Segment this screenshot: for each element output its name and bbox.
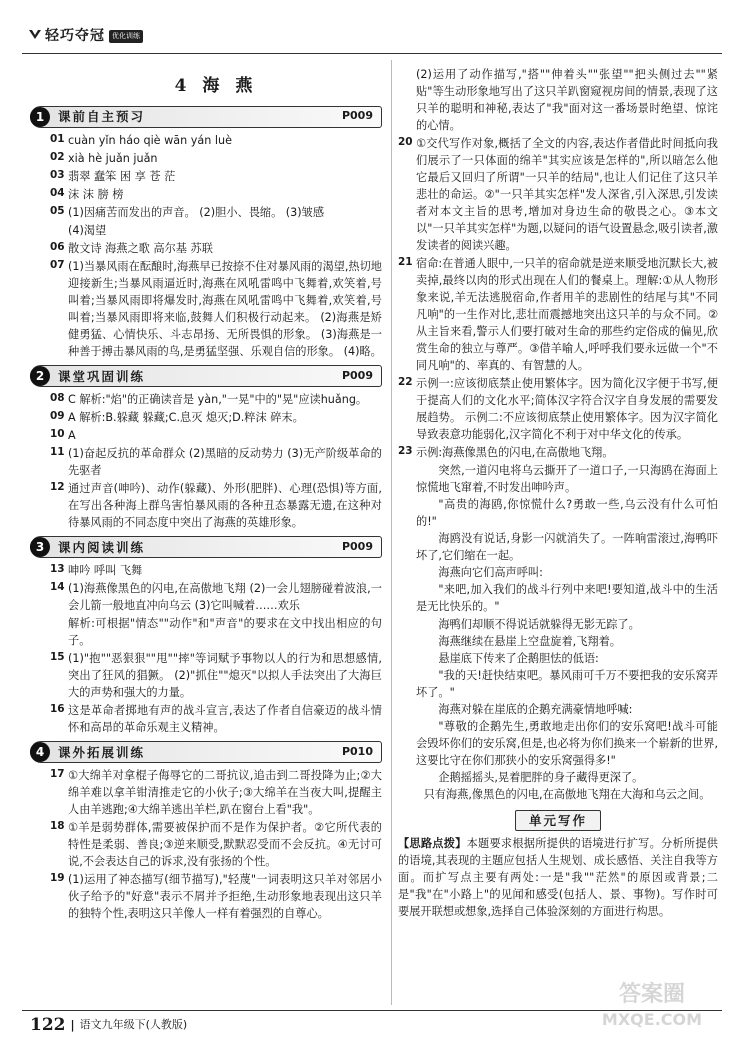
answer-item (398, 444, 718, 461)
answer-list-s4 (50, 767, 382, 922)
answer-number: 16 (50, 703, 65, 716)
answer-number: 23 (398, 445, 413, 458)
answer-text: 示例一:应该彻底禁止使用繁体字。因为简化汉字便于书写,便于提高人们的文化水平;简体汉字符合汉字自身发展的需要发展趋势。 示例二:不应该彻底禁止使用繁体字。因为汉字简化导致表意功能弱化,汉字简化不利于对中华文化的传承。 (416, 377, 718, 442)
answer-number: 10 (50, 428, 65, 441)
answer-list-s1 (50, 132, 382, 360)
answer-item (398, 375, 718, 443)
footer-separator: | (70, 1018, 75, 1032)
answer-text: ①羊是弱势群体,需要被保护而不是作为保护者。②它所代表的特性是柔弱、善良;③逆来顺受,默默忍受而不会反抗。④无讨可说,不会表达自己的诉求,没有张扬的个性。 (68, 821, 382, 869)
answer-item (50, 580, 382, 614)
answer-text: A 解析:B.躲藏 躲藏;C.息灭 熄灭;D.粹沫 碎末。 (68, 411, 304, 425)
section-page-ref: P010 (341, 744, 373, 758)
story-paragraph: 企鹅摇摇头,晃着肥胖的身子藏得更深了。 (438, 770, 644, 784)
section-header-extension (30, 741, 382, 763)
column-divider (391, 60, 392, 1005)
section-number: 4 (30, 742, 50, 762)
answer-item (50, 427, 382, 444)
answer-item (50, 132, 382, 149)
section-number: 2 (30, 366, 50, 386)
answer-text: 示例:海燕像黑色的闪电,在高傲地飞翔。 (416, 446, 614, 460)
brand-name: 轻巧夺冠 (45, 28, 105, 44)
answer-list-right (398, 66, 718, 461)
answer-item (50, 240, 382, 257)
answer-number: 03 (50, 168, 65, 181)
answer-text: C 解析:"焰"的正确读音是 yàn,"一晃"中的"晃"应读huǎng。 (68, 393, 368, 407)
section-number: 1 (30, 107, 50, 127)
writing-section-title: 单元写作 (515, 810, 601, 831)
brand-badge: 优化训练 (109, 30, 143, 43)
section-number: 3 (30, 537, 50, 557)
story-paragraph: "我的天!赶快结束吧。暴风雨可千万不要把我的安乐窝弄坏了。" (416, 668, 718, 699)
answer-number: 21 (398, 256, 413, 269)
answer-number: 09 (50, 410, 65, 423)
answer-number: 07 (50, 258, 65, 271)
answer-text: (1)运用了神态描写(细节描写),"轻蔑"一词表明这只羊对邻居小伙子给予的"好意"表示不屑并予拒绝,生动形象地表现出这只羊的独特个性,表明这只羊像人一样有着强烈的自尊心。 (68, 873, 382, 921)
answer-item (50, 650, 382, 701)
answer-item (50, 615, 382, 649)
story-paragraph: "来吧,加入我们的战斗行列中来吧!要知道,战斗中的生活是无比快乐的。" (416, 583, 718, 614)
answer-text: (1)"抱""恶狠狠""甩""摔"等词赋予事物以人的行为和思想感情,突出了狂风的猖獗。 (2)"抓住""熄灭"以拟人手法突出了大海巨大的声势和强大的力量。 (68, 652, 382, 700)
answer-text: (1)奋起反抗的革命群众 (2)黑暗的反动势力 (3)无产阶级革命的先驱者 (68, 447, 382, 478)
answer-text: ①交代写作对象,概括了全文的内容,表达作者借此时间抵向我们展示了一只体面的绵羊"其实应该是怎样的",所以暗怎么他它最后又回归了所谓"一只羊的结局",也让人们记住了这只羊悲壮的命运。②"一只羊其实怎样"发人深省,引入深思,引发读者对本文主旨的思考,增加对身边生命的敬畏之心。③本文以"一只羊其实怎样"为题,以疑问的语气设置悬念,吸引读者,激发读者的阅读兴趣。 (416, 137, 718, 253)
answer-item (50, 702, 382, 736)
answer-number: 20 (398, 136, 413, 149)
answer-item (398, 66, 718, 134)
answer-number: 08 (50, 392, 65, 405)
writing-guidance (398, 835, 718, 920)
answer-item (50, 819, 382, 870)
section-title: 课前自主预习 (58, 109, 146, 125)
book-title: 语文九年级下(人教版) (79, 1018, 188, 1032)
answer-number: 22 (398, 376, 413, 389)
answer-item (50, 871, 382, 922)
section-page-ref: P009 (341, 109, 373, 123)
writing-text: 本题要求根据所提供的语境进行扩写。分析所提供的语境,其表现的主题应包括人生规划、成长感悟、关注自我等方面。而扩写点主要有两处:一是"我""茫然"的原因或背景;二是"我"在"小路上"的见闻和感受(包括人、景、事物)。写作时可要展开联想或想象,选择自己体验深刻的方面进行构思。 (398, 836, 718, 918)
answer-text: 这是革命者掷地有声的战斗宣言,表达了作者自信豪迈的战斗情怀和高昂的革命乐观主义精神。 (68, 704, 382, 735)
answer-number: 15 (50, 651, 65, 664)
answer-text: ①大绵羊对拿棍子侮辱它的二哥抗议,追击到二哥投降为止;②大绵羊难以拿羊钳清推走它的小伙子;③大绵羊在当夜大叫,提醒主人由羊逃跑;④大绵羊逃出羊栏,趴在窗台上看"我"。 (68, 769, 382, 817)
answer-list-s3 (50, 562, 382, 736)
answer-list-s2 (50, 391, 382, 531)
answer-number: 13 (50, 563, 65, 576)
section-header-consolidate (30, 365, 382, 387)
right-column (398, 65, 718, 920)
answer-text: (4)渴望 (68, 223, 107, 237)
answer-item (50, 204, 382, 221)
section-page-ref: P009 (341, 368, 373, 382)
section-title: 课外拓展训练 (58, 744, 146, 760)
answer-text: (1)当暴风雨在酝酿时,海燕早已按捺不住对暴风雨的渴望,热切地迎接新生;当暴风雨逼近时,海燕在风吼雷鸣中飞舞着,欢笑着,号叫着;当暴风雨即将爆发时,海燕在风吼雷鸣中飞舞着,欢笑着,号叫着;当暴风雨即将来临,鼓舞人们积极行动起来。 (2)海燕是矫健勇猛、心情快乐、斗志昂扬、无所畏惧的形象。 (3)海燕是一种善于搏击暴风雨的鸟,是勇猛坚强、乐观自信的形象。 (4)略。 (68, 259, 382, 359)
answer-number (398, 66, 416, 134)
answer-text: (1)海燕像黑色的闪电,在高傲地飞翔 (2)一会儿翅膀碰着波浪,一会儿箭一般地直冲向乌云 (3)它叫喊着……欢乐 (68, 582, 382, 613)
section-header-reading (30, 536, 382, 558)
svg-text:MXQE.COM: MXQE.COM (601, 1010, 703, 1029)
answer-number: 11 (50, 446, 65, 459)
answer-text: 散文诗 海燕之歌 高尔基 苏联 (68, 241, 213, 255)
section-title: 课内阅读训练 (58, 539, 146, 555)
answer-text: 沫 沫 膀 榜 (68, 187, 124, 201)
answer-item (50, 409, 382, 426)
answer-item (50, 258, 382, 360)
answer-item (50, 562, 382, 579)
answer-item (50, 480, 382, 531)
story-paragraph: 海鸥没有说话,身影一闪就消失了。一阵响雷滚过,海鸭吓坏了,它们缩在一起。 (416, 532, 718, 563)
story-paragraph: "高贵的海鸥,你惊慌什么?勇敢一些,乌云没有什么可怕的!" (416, 498, 718, 529)
story-paragraph: 海燕向它们高声呼叫: (438, 566, 543, 580)
answer-item (50, 767, 382, 818)
story-paragraph: 海燕继续在悬崖上空盘旋着,飞翔着。 (438, 634, 621, 648)
writing-tag: 【思路点拨】 (398, 836, 467, 850)
svg-text:答案圈: 答案圈 (618, 982, 686, 1007)
story-paragraph: 悬崖底下传来了企鹅胆怯的低语: (438, 651, 599, 665)
story-paragraph: 海燕对躲在崖底的企鹅充满豪情地呼喊: (438, 702, 633, 716)
left-column (35, 72, 382, 923)
section-header-preview (30, 106, 382, 128)
answer-item (50, 168, 382, 185)
answer-number: 06 (50, 240, 65, 253)
answer-text: (2)运用了动作描写,"搭""伸着头""张望""把头侧过去""紧贴"等生动形象地写出了这只羊趴窗窥视房间的情景,表现了这只羊的聪明和神秘,表达了"我"面对这一番场景时绝望、惊诧的心情。 (416, 68, 718, 133)
answer-item (50, 186, 382, 203)
story-paragraph: 突然,一道闪电将乌云撕开了一道口子,一只海鸥在海面上惊慌地飞窜着,不时发出呻吟声。 (416, 464, 718, 495)
story-last-line: 只有海燕,像黑色的闪电,在高傲地飞翔在大海和乌云之间。 (423, 787, 711, 801)
answer-text: A (68, 429, 76, 443)
answer-number: 19 (50, 872, 65, 885)
brand (28, 26, 143, 47)
page-header (22, 20, 722, 54)
answer-text: xià hè juǎn juǎn (68, 151, 158, 165)
answer-item (398, 255, 718, 374)
answer-number: 14 (50, 581, 65, 594)
section-title: 课堂巩固训练 (58, 368, 146, 384)
answer-item (398, 135, 718, 254)
answer-number: 02 (50, 150, 65, 163)
answer-text: 翡翠 蠢笨 困 享 苍 茫 (68, 169, 176, 183)
story-paragraph: "尊敬的企鹅先生,勇敢地走出你们的安乐窝吧!战斗可能会毁坏你们的安乐窝,但是,也必将为你们换来一个崭新的世界,这要比守在你们那狭小的安乐窝强得多!" (416, 719, 718, 767)
answer-number: 05 (50, 204, 65, 217)
answer-number (50, 615, 68, 649)
answer-number: 12 (50, 481, 65, 494)
brand-logo-icon (28, 27, 42, 46)
answer-text: 呻吟 呼叫 飞舞 (68, 564, 143, 578)
answer-text: 宿命:在普通人眼中,一只羊的宿命就是逆来顺受地沉默长大,被卖掉,最终以肉的形式出现在人们的餐桌上。理解:①从人物形象来说,羊无法逃脱宿命,作者用羊的悲剧性的结尾与其"不同凡响"的一生作对比,悲壮而震撼地突出这只羊的与众不同。②从主旨来看,警示人们要打破对生命的那些约定俗成的偏见,欣赏生命的独立与尊严。③借羊喻人,呼呼我们要永远做一个"不同凡响"的、率真的、有智慧的人。 (416, 257, 718, 373)
lesson-title: 4 海 燕 (174, 76, 258, 96)
answer-number (50, 222, 68, 239)
story-paragraph: 海鸭们却顺不得说话就躲得无影无踪了。 (438, 617, 640, 631)
answer-item (50, 222, 382, 239)
page-footer (22, 1010, 722, 1040)
answer-text: 解析:可根据"情态""动作"和"声音"的要求在文中找出相应的句子。 (68, 617, 382, 648)
answer-item (50, 445, 382, 479)
answer-text: 通过声音(呻吟)、动作(躲藏)、外形(肥胖)、心理(恐惧)等方面,在写出各种海上群鸟害怕暴风雨的各种丑态暴露无遗,在这种对待暴风雨的不同态度中突出了海燕的英雄形象。 (68, 482, 382, 530)
answer-number: 04 (50, 186, 65, 199)
story-text (398, 462, 718, 785)
section-page-ref: P009 (341, 539, 373, 553)
answer-number: 18 (50, 820, 65, 833)
page-number: 122 (30, 1014, 66, 1035)
answer-text: (1)因痛苦而发出的声音。 (2)胆小、畏缩。 (3)皱感 (68, 205, 325, 219)
answer-number: 01 (50, 132, 65, 145)
answer-item (50, 391, 382, 408)
answer-number: 17 (50, 768, 65, 781)
answer-item (50, 150, 382, 167)
answer-text: cuàn yǐn háo qiè wān yán luè (68, 133, 232, 147)
